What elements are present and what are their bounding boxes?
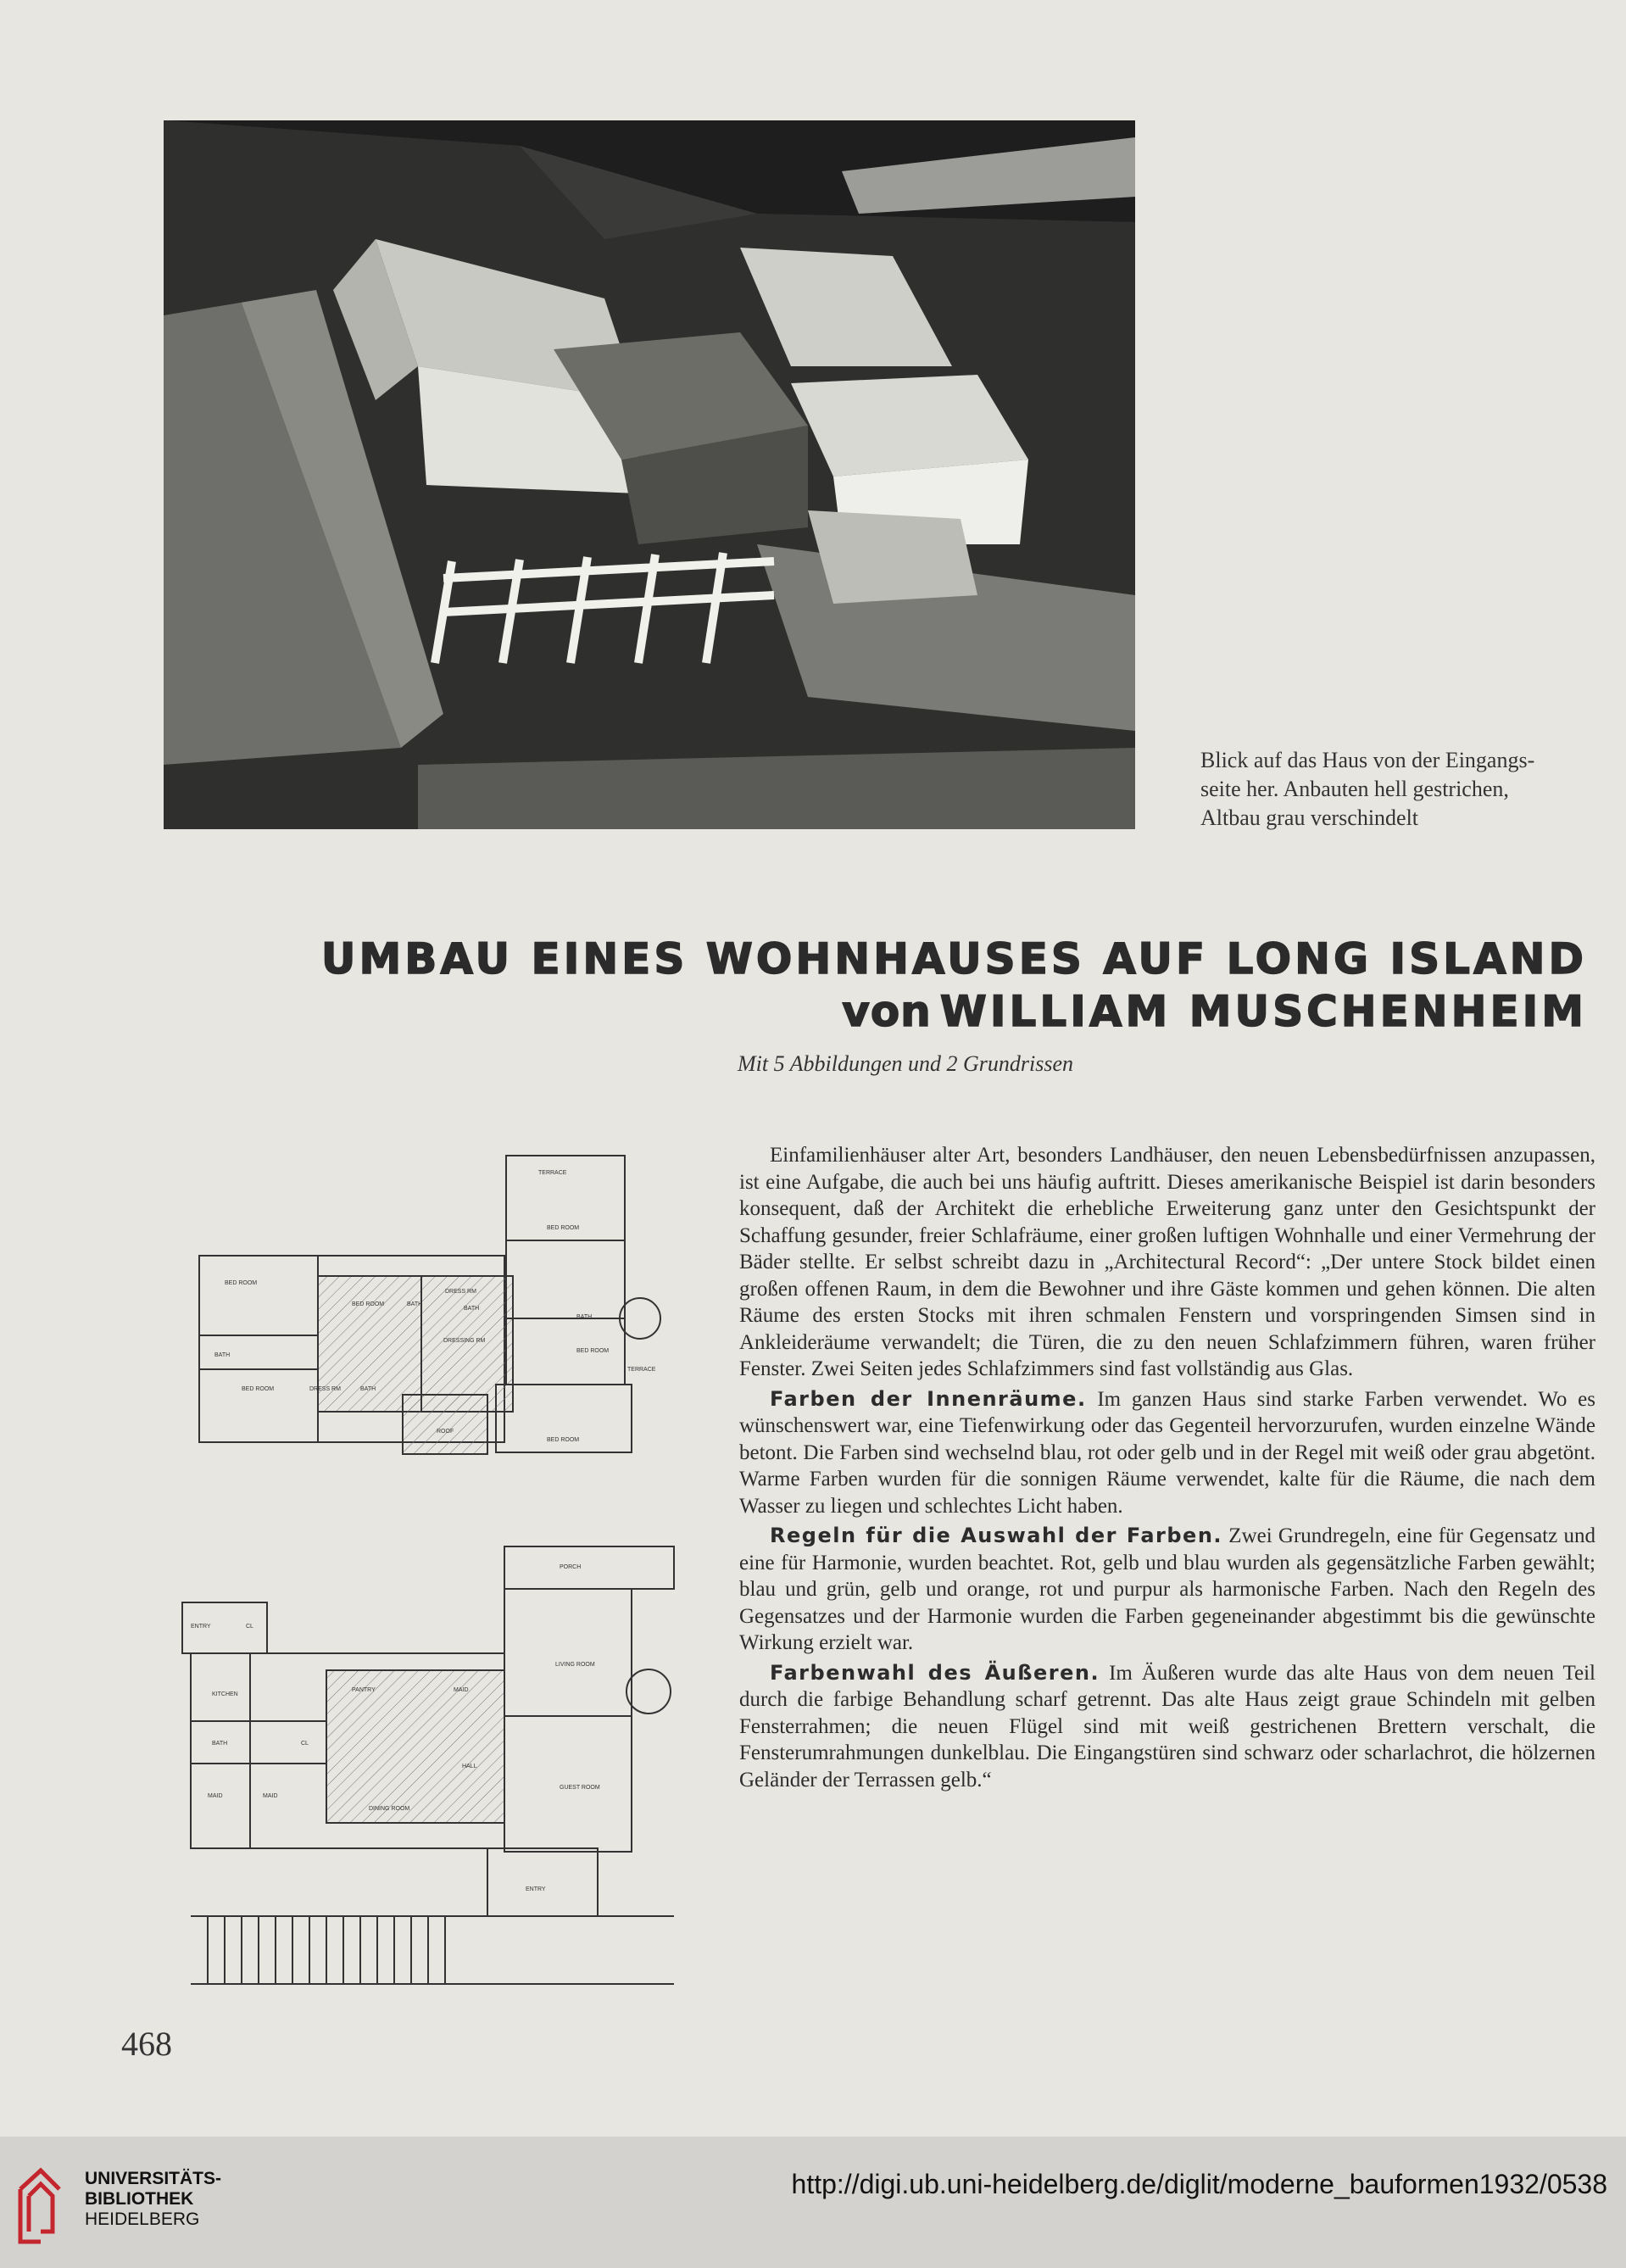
plan-label: BATH <box>407 1301 423 1307</box>
plan-label: DRESS RM <box>445 1289 476 1295</box>
plan-label: CL <box>301 1741 309 1747</box>
aerial-house-photo <box>164 120 1135 829</box>
plan-label: ENTRY <box>526 1886 546 1892</box>
plan-label: MAID <box>454 1687 469 1693</box>
headline-title: UMBAU EINES WOHNHAUSES AUF LONG ISLAND <box>320 934 1587 984</box>
library-footer <box>0 2137 1626 2268</box>
plan-label: BED ROOM <box>576 1348 610 1354</box>
plan-label: TERRACE <box>627 1367 656 1373</box>
section-text: Im Äußeren wurde das alte Haus von dem neuen Teil durch die farbige Behandlung scharf getrennt. Das alte Haus zeigt graue Schindeln mit gelben Fensterrahmen; die neuen Flügel sind mit weiß gestrichenen Brettern verschalt, die Fensterumrahmungen dunkelblau. Die Eingangstüren sind schwarz oder scharlachrot, die hölzernen Geländer der Terrassen gelb.“ <box>739 1661 1595 1792</box>
library-name-line: HEIDELBERG <box>85 2209 200 2229</box>
caption-line: Altbau grau verschindelt <box>1200 805 1419 830</box>
section-text: Zwei Grundregeln, eine für Gegensatz und eine für Harmonie, wurden beachtet. Rot, gelb und blau wurden als gegensätzliche Farben gewählt; blau und grün, gelb und orange, rot und purpur als harmonische Farben. Nach den Regeln des Gegensatzes und der Harmonie wurden die Farben gegeneinander abgestimmt bis die gewünschte Wirkung erzielt war. <box>739 1524 1595 1654</box>
section-text: Im ganzen Haus sind starke Farben verwendet. Wo es wünschenswert war, eine Tiefenwirkung oder das Gegenteil hervorzurufen, wurden einzelne Wände betont. Die Farben sind wechselnd blau, rot oder gelb und in der Regel mit weiß oder grau abgetönt. Warme Farben wurden für die sonnigen Räume verwendet, kalte für die Räume, die nach dem Wasser zu liegen und schlechtes Licht haben. <box>739 1387 1595 1518</box>
section-heading: Regeln für die Auswahl der Farben. <box>770 1524 1223 1547</box>
headline-von: von <box>842 987 932 1036</box>
plan-label: BED ROOM <box>225 1280 258 1286</box>
plan-label: BED ROOM <box>547 1225 580 1231</box>
library-name-line: BIBLIOTHEK <box>85 2189 194 2209</box>
section-heading: Farben der Innenräume. <box>770 1386 1087 1411</box>
headline-author: WILLIAM MUSCHENHEIM <box>939 987 1587 1036</box>
body-paragraph <box>739 1660 1595 1794</box>
body-paragraph: Einfamilienhäuser alter Art, besonders Landhäuser, den neuen Lebensbedürfnissen anzupassen, ist eine Aufgabe, die auch bei uns häufig auftritt. Dieses amerikanische Beispiel ist darin besonders konsequent, daß der Architekt die erhebliche Erweiterung ganz unter den Gesichtspunkt der Schaffung gesunder, freier Schlafräume, einer großen luftigen Wohnhalle und einer Vermehrung der Bäder stellte. Er selbst schreibt dazu in „Architectural Record“: „Der untere Stock bildet einen großen offenen Raum, in dem die Bewohner und ihre Gäste kommen und gehen können. Die alten Räume des ersten Stocks mit ihren schmalen Fenstern und vorspringenden Simsen sind in Ankleideräume verwandelt; die Türen, die zu den neuen Schlafzimmern führen, waren früher Fenster. Zwei Seiten jedes Schlafzimmers sind fast vollständig aus Glas. <box>739 1144 1595 1380</box>
plan-label: BATH <box>360 1386 376 1392</box>
plan-label: BATH <box>212 1741 228 1747</box>
plan-label: GUEST ROOM <box>560 1785 600 1791</box>
caption-line: Blick auf das Haus von der Eingangs- <box>1200 748 1535 772</box>
upper-floor-plan <box>191 1149 674 1498</box>
plan-label: KITCHEN <box>212 1691 238 1697</box>
plan-label: LIVING ROOM <box>555 1662 595 1668</box>
plan-label: MAID <box>208 1793 223 1799</box>
source-url-link[interactable]: http://digi.ub.uni-heidelberg.de/diglit/moderne_bauformen1932/0538 <box>791 2169 1607 2199</box>
ground-floor-plan <box>174 1543 682 2001</box>
plan-label: DRESS RM <box>309 1386 341 1392</box>
plan-label: BED ROOM <box>547 1437 580 1443</box>
body-paragraph <box>739 1386 1595 1520</box>
plan-label: PANTRY <box>352 1687 376 1693</box>
library-name-line: UNIVERSITÄTS- <box>85 2169 222 2188</box>
plan-label: DINING ROOM <box>369 1806 410 1812</box>
article-body <box>739 1142 1595 1793</box>
plan-label: PORCH <box>560 1564 582 1570</box>
plan-label: CL <box>246 1624 253 1630</box>
plan-label: BATH <box>464 1306 480 1312</box>
plan-label: ROOF <box>437 1429 454 1435</box>
library-logo-icon <box>15 2164 64 2248</box>
article-headline <box>170 933 1587 1038</box>
plan-label: DRESSING RM <box>443 1338 486 1344</box>
plan-label: BED ROOM <box>352 1301 385 1307</box>
plan-label: HALL <box>462 1764 477 1769</box>
library-name <box>85 2169 221 2230</box>
plan-label: BED ROOM <box>242 1386 275 1392</box>
photo-caption <box>1200 746 1573 833</box>
headline-author-line <box>170 985 1587 1038</box>
plan-label: TERRACE <box>538 1170 567 1176</box>
page-number: 468 <box>121 2025 172 2063</box>
caption-line: seite her. Anbauten hell gestrichen, <box>1200 777 1509 801</box>
body-paragraph <box>739 1523 1595 1657</box>
article-subtitle: Mit 5 Abbildungen und 2 Grundrissen <box>738 1051 1074 1076</box>
plan-label: ENTRY <box>191 1624 211 1630</box>
section-heading: Farbenwahl des Äußeren. <box>770 1660 1100 1685</box>
plan-label: MAID <box>263 1793 278 1799</box>
plan-label: BATH <box>576 1314 593 1320</box>
plan-label: BATH <box>214 1352 231 1358</box>
